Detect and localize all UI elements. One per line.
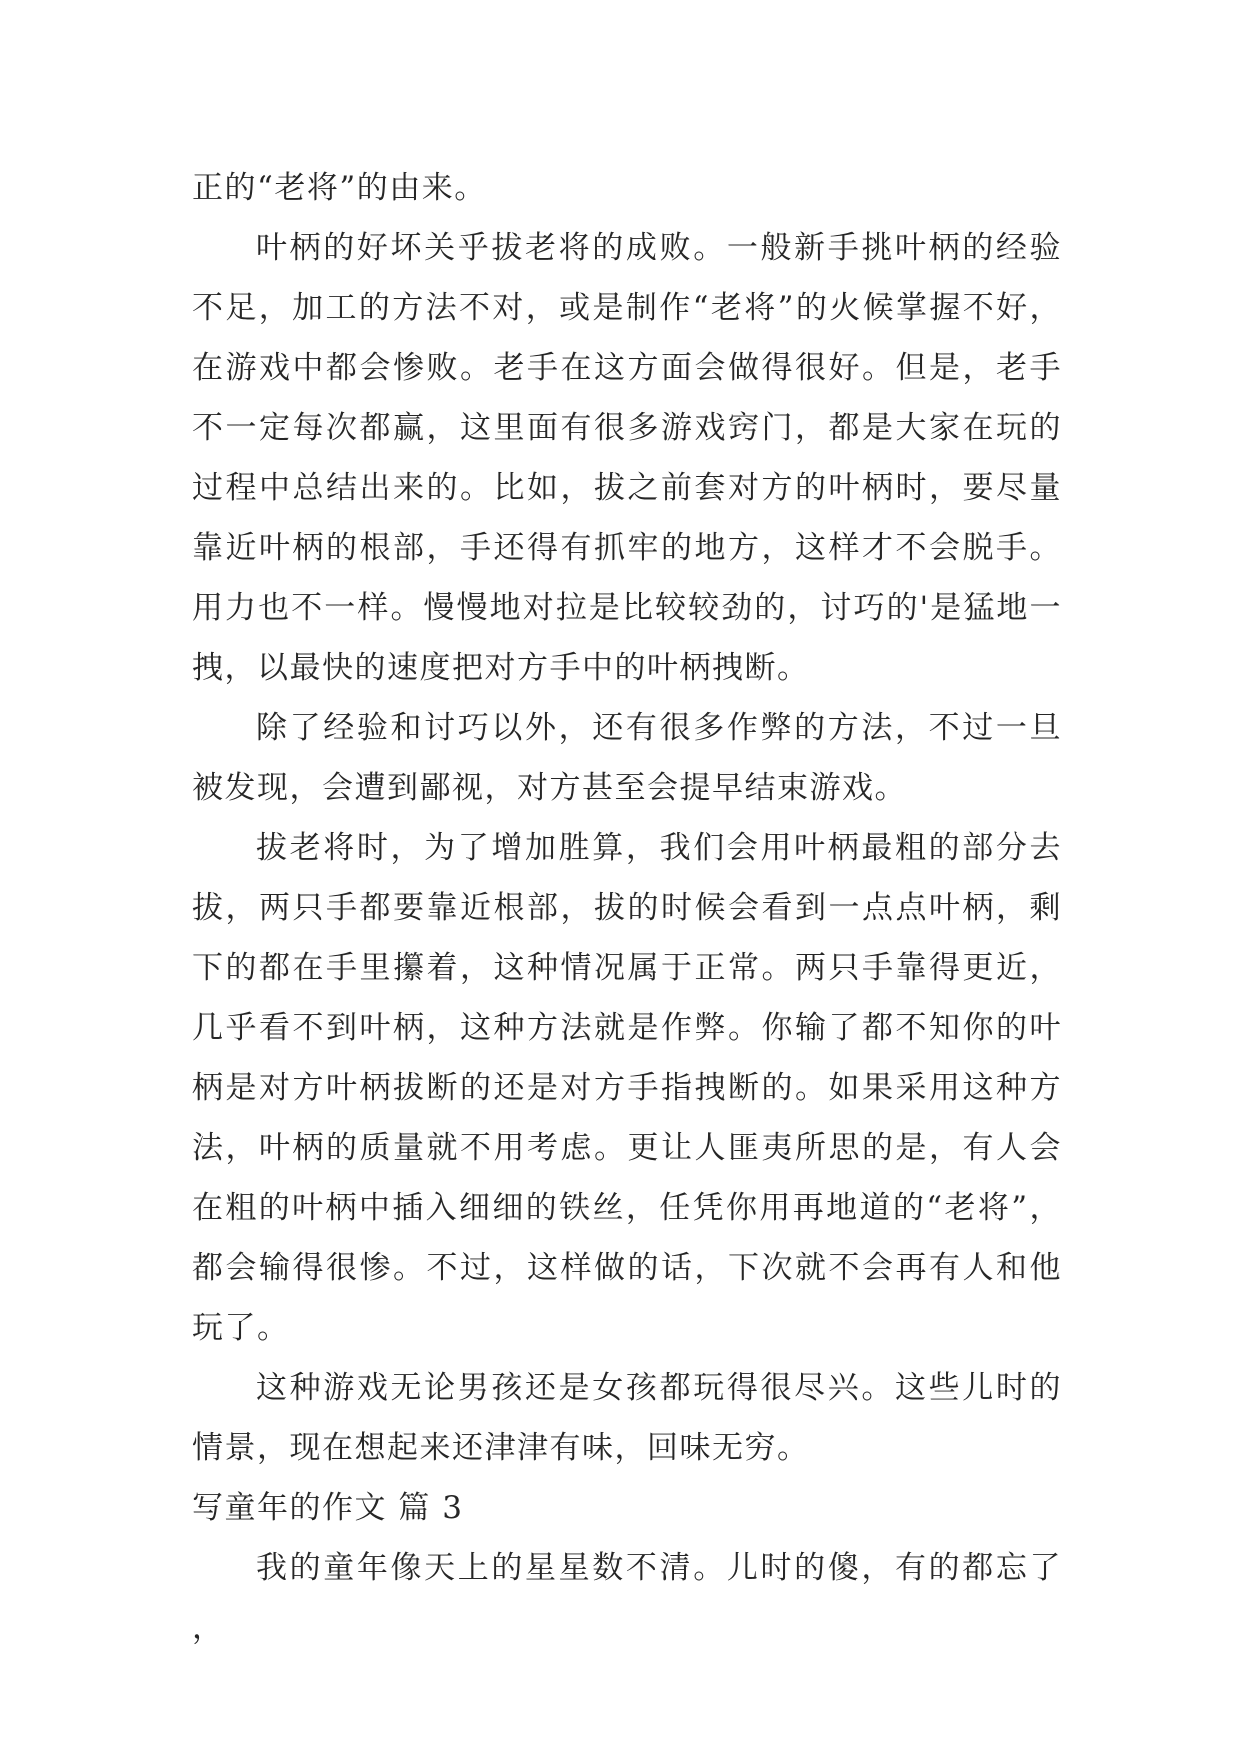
- paragraph-leaf-stem: 叶柄的好坏关乎拔老将的成败。一般新手挑叶柄的经验不足，加工的方法不对，或是制作“老将”的火候掌握不好，在游戏中都会惨败。老手在这方面会做得很好。但是，老手不一定每次都赢，这里面有很多游戏窍门，都是大家在玩的过程中总结出来的。比如，拔之前套对方的叶柄时，要尽量靠近叶柄的根部，手还得有抓牢的地方，这样才不会脱手。用力也不一样。慢慢地对拉是比较较劲的，讨巧的'是猛地一拽，以最快的速度把对方手中的叶柄拽断。: [192, 230, 1062, 686]
- paragraph-section-3-start: 我的童年像天上的星星数不清。儿时的傻，有的都忘了，: [192, 1550, 1062, 1646]
- section-heading: 写童年的作文 篇 3: [192, 1490, 464, 1526]
- paragraph-cheating-methods: 除了经验和讨巧以外，还有很多作弊的方法，不过一旦被发现，会遭到鄙视，对方甚至会提早结束游戏。: [192, 710, 1062, 806]
- paragraph-conclusion: 这种游戏无论男孩还是女孩都玩得很尽兴。这些儿时的情景，现在想起来还津津有味，回味无穷。: [192, 1370, 1062, 1466]
- paragraph-continuation: 正的“老将”的由来。: [192, 170, 487, 206]
- paragraph-pulling-technique: 拔老将时，为了增加胜算，我们会用叶柄最粗的部分去拔，两只手都要靠近根部，拔的时候会看到一点点叶柄，剩下的都在手里攥着，这种情况属于正常。两只手靠得更近，几乎看不到叶柄，这种方法就是作弊。你输了都不知你的叶柄是对方叶柄拔断的还是对方手指拽断的。如果采用这种方法，叶柄的质量就不用考虑。更让人匪夷所思的是，有人会在粗的叶柄中插入细细的铁丝，任凭你用再地道的“老将”，都会输得很惨。不过，这样做的话，下次就不会再有人和他玩了。: [192, 830, 1062, 1346]
- document-body: [192, 158, 1062, 1658]
